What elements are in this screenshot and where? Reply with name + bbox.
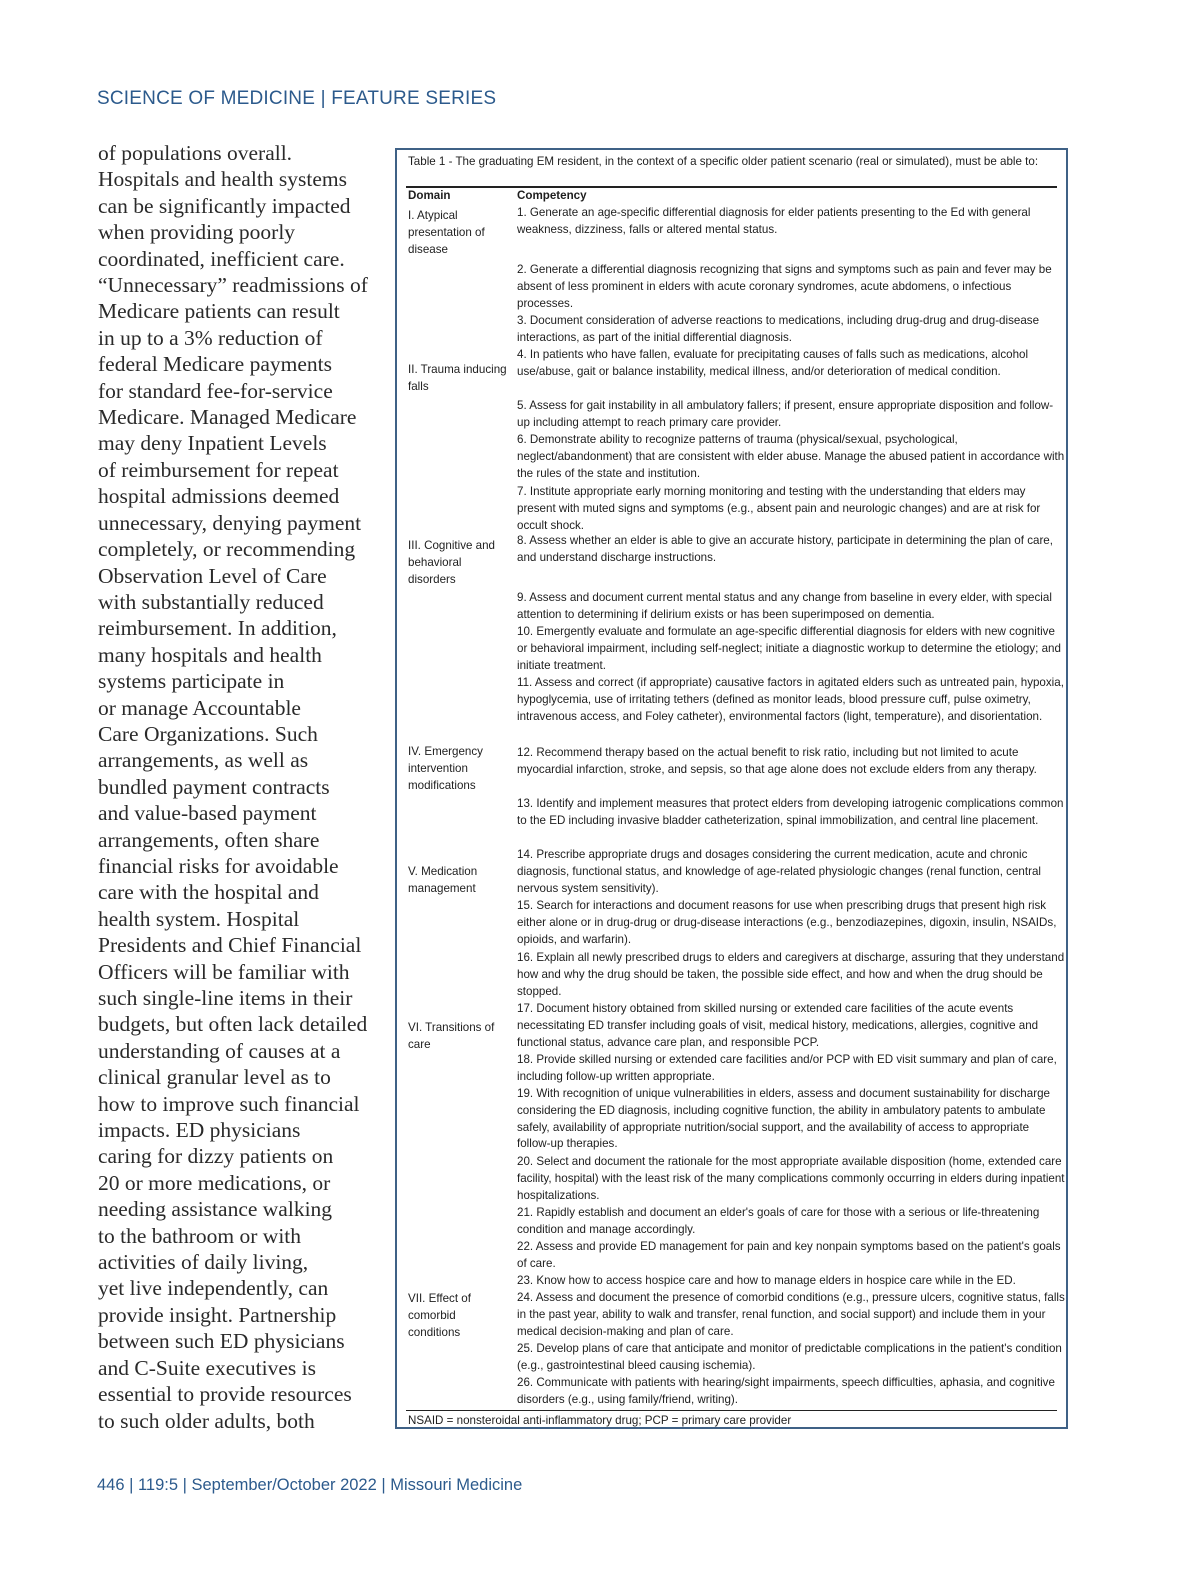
competency-cell: 7. Institute appropriate early morning monitoring and testing with the understanding that elders may present with muted signs and symptoms (e.g., absent pain and neurologic changes) and are at risk for occult shock.	[517, 485, 1041, 532]
body-text-line: Medicare patients can result	[98, 299, 340, 324]
body-text-line: arrangements, as well as	[98, 748, 309, 773]
domain-cell: IV. Emergency intervention modifications	[408, 745, 483, 792]
competency-cell: 21. Rapidly establish and document an elder's goals of care for those with a serious or life-threatening condition and manage accordingly.	[517, 1206, 1040, 1236]
table-footnote: NSAID = nonsteroidal anti-inflammatory drug; PCP = primary care provider	[408, 1414, 792, 1427]
competency-cell: 25. Develop plans of care that anticipate and monitor of predictable complications in the patient's condition (e.g., gastrointestinal bleed causing ischemia).	[517, 1342, 1062, 1372]
competency-cell: 13. Identify and implement measures that protect elders from developing iatrogenic complications common to the ED including invasive bladder catheterization, spinal immobilization, and central line placement.	[517, 797, 1064, 827]
body-text-line: Officers will be familiar with	[98, 959, 350, 984]
body-text-line: reimbursement. In addition,	[98, 616, 337, 641]
domain-cell: III. Cognitive and behavioral disorders	[408, 539, 496, 586]
body-text-line: many hospitals and health	[98, 642, 322, 667]
body-text-line: when providing poorly	[98, 220, 296, 245]
domain-cell: V. Medication management	[408, 865, 478, 895]
body-text-line: health system. Hospital	[98, 906, 300, 931]
body-text-line: provide insight. Partnership	[98, 1302, 337, 1327]
body-text-line: activities of daily living,	[98, 1250, 309, 1275]
body-text-line: impacts. ED physicians	[98, 1118, 301, 1143]
body-text-line: Observation Level of Care	[98, 563, 327, 588]
body-text-line: and C-Suite executives is	[98, 1355, 316, 1380]
body-text-line: between such ED physicians	[98, 1329, 345, 1354]
body-text-line: yet live independently, can	[98, 1276, 329, 1301]
body-text-line: hospital admissions deemed	[98, 484, 340, 509]
competency-cell: 3. Document consideration of adverse reactions to medications, including drug-drug and drug-disease interactions, as part of the initial differential diagnosis.	[517, 314, 1040, 344]
body-text-line: such single-line items in their	[98, 986, 353, 1010]
body-text-line: may deny Inpatient Levels	[98, 431, 327, 456]
domain-cell: II. Trauma inducing falls	[408, 363, 507, 393]
body-text-line: or manage Accountable	[98, 695, 301, 720]
body-text-line: and value-based payment	[98, 801, 317, 826]
body-text-line: caring for dizzy patients on	[98, 1144, 334, 1169]
competency-cell: 12. Recommend therapy based on the actual benefit to risk ratio, including but not limited to acute myocardial infarction, stroke, and sepsis, so that age alone does not exclude elders from any therapy.	[517, 746, 1037, 776]
body-text-line: “Unnecessary” readmissions of	[98, 273, 368, 298]
competency-table	[395, 148, 1068, 1429]
competency-cell: 20. Select and document the rationale for the most appropriate available disposition (home, extended care facility, hospital) with the least risk of the many complications commonly occurring in elders during inpatient hospitalizations.	[517, 1155, 1065, 1202]
body-text-line: of reimbursement for repeat	[98, 457, 339, 482]
competency-cell: 4. In patients who have fallen, evaluate for precipitating causes of falls such as medications, alcohol use/abuse, gait or balance instability, medical illness, and/or deterioration of medical condition.	[517, 348, 1029, 378]
body-text-line: Medicare. Managed Medicare	[98, 405, 357, 430]
body-text-line: can be significantly impacted	[98, 193, 351, 218]
domain-cell: I. Atypical presentation of disease	[408, 209, 485, 256]
body-text-line: budgets, but often lack detailed	[98, 1012, 368, 1037]
body-text-line: arrangements, often share	[98, 827, 320, 852]
column-header-competency: Competency	[517, 189, 587, 202]
column-header-domain: Domain	[408, 189, 451, 202]
body-text-line: coordinated, inefficient care.	[98, 246, 345, 271]
competency-cell: 17. Document history obtained from skilled nursing or extended care facilities of the acute events necessitating ED transfer including goals of visit, medical history, medications, allergies, cognitive and functional status, advance care plan, and responsible PCP.	[517, 1002, 1039, 1049]
domain-cell: VII. Effect of comorbid conditions	[408, 1292, 471, 1339]
body-text-line: unnecessary, denying payment	[98, 510, 362, 535]
competency-cell: 11. Assess and correct (if appropriate) causative factors in agitated elders such as untreated pain, hypoxia, hypoglycemia, use of irritating tethers (defined as monitor leads, blood pressure cuff, pulse oximetry, intravenous access, and Foley catheter), environmental factors (light, temperature), and disorientation.	[517, 676, 1064, 723]
competency-cell: 6. Demonstrate ability to recognize patterns of trauma (physical/sexual, psychological, neglect/abandonment) that are consistent with elder abuse. Manage the abused patient in accordance with the rules of the state and institution.	[517, 433, 1065, 480]
table-header-rule	[406, 186, 1057, 188]
competency-cell: 1. Generate an age-specific differential diagnosis for elder patients presenting to the Ed with general weakness, dizziness, falls or altered mental status.	[517, 206, 1031, 236]
competency-cell: 5. Assess for gait instability in all ambulatory fallers; if present, ensure appropriate disposition and follow-up including attempt to reach primary care provider.	[517, 399, 1054, 429]
competency-cell: 26. Communicate with patients with hearing/sight impairments, speech difficulties, aphasia, and cognitive disorders (e.g., using family/friend, writing).	[517, 1376, 1055, 1406]
competency-cell: 23. Know how to access hospice care and how to manage elders in hospice care while in the ED.	[517, 1274, 1016, 1287]
competency-cell: 2. Generate a differential diagnosis recognizing that signs and symptoms such as pain and fever may be absent of less prominent in elders with acute coronary syndromes, acute abdomens, o infectious processes.	[517, 263, 1052, 310]
body-text-line: care with the hospital and	[98, 880, 319, 905]
body-text-line: with substantially reduced	[98, 589, 324, 614]
running-header: SCIENCE OF MEDICINE | FEATURE SERIES	[97, 88, 497, 109]
competency-cell: 16. Explain all newly prescribed drugs to elders and caregivers at discharge, assuring that they understand how and why the drug should be taken, the possible side effect, and how and when the drug should be stopped.	[517, 951, 1065, 998]
body-text-column	[98, 140, 383, 1434]
body-text-line: understanding of causes at a	[98, 1038, 341, 1063]
page-footer: 446 | 119:5 | September/October 2022 | Missouri Medicine	[97, 1476, 523, 1494]
competency-cell: 10. Emergently evaluate and formulate an age-specific differential diagnosis for elders with new cognitive or behavioral impairment, including self-neglect; initiate a diagnostic workup to determine the etiology; and initiate treatment.	[517, 625, 1061, 672]
body-text-line: 20 or more medications, or	[98, 1170, 331, 1195]
body-text-line: federal Medicare payments	[98, 352, 332, 377]
body-text-line: Presidents and Chief Financial	[98, 933, 362, 958]
body-text-line: financial risks for avoidable	[98, 853, 339, 878]
body-text-line: in up to a 3% reduction of	[98, 325, 323, 350]
body-text-line: bundled payment contracts	[98, 774, 330, 799]
body-text-line: Care Organizations. Such	[98, 721, 318, 746]
competency-cell: 9. Assess and document current mental status and any change from baseline in every elder, with special attention to determining if delirium exists or has been superimposed on dementia.	[517, 591, 1052, 621]
competency-cell: 8. Assess whether an elder is able to give an accurate history, participate in determining the plan of care, and understand discharge instructions.	[517, 534, 1053, 564]
body-text-line: clinical granular level as to	[98, 1065, 331, 1090]
competency-cell: 18. Provide skilled nursing or extended care facilities and/or PCP with ED visit summary and plan of care, including follow-up written appropriate.	[517, 1053, 1057, 1083]
body-text-line: how to improve such financial	[98, 1091, 360, 1116]
body-text-line: to the bathroom or with	[98, 1223, 302, 1248]
table-caption: Table 1 - The graduating EM resident, in the context of a specific older patient scenario (real or simulated), must be able to:	[408, 155, 1039, 168]
body-text-line: of populations overall.	[98, 141, 293, 165]
domain-cell: VI. Transitions of care	[408, 1021, 495, 1051]
competency-cell: 19. With recognition of unique vulnerabilities in elders, assess and document sustainability for discharge considering the ED diagnosis, including cognitive function, the ability in ambulatory patents to ambulate safely, availability of appropriate nutrition/social support, and the availability of access to appropriate follow-up therapies.	[517, 1087, 1050, 1151]
body-text-line: systems participate in	[98, 669, 285, 694]
body-text-line: needing assistance walking	[98, 1197, 333, 1222]
body-text-line: completely, or recommending	[98, 537, 356, 562]
body-text-line: to such older adults, both	[98, 1408, 315, 1433]
body-text-line: Hospitals and health systems	[98, 167, 348, 192]
competency-cell: 15. Search for interactions and document reasons for use when prescribing drugs that present high risk either alone or in drug-drug or drug-disease interactions (e.g., benzodiazepines, digoxin, insulin, NSAIDs, opioids, and warfarin).	[517, 899, 1057, 946]
table-footer-rule	[406, 1410, 1057, 1411]
competency-cell: 24. Assess and document the presence of comorbid conditions (e.g., pressure ulcers, cognitive status, falls in the past year, ability to walk and transfer, renal function, and social support) and include them in your medical decision-making and plan of care.	[517, 1291, 1065, 1338]
competency-cell: 22. Assess and provide ED management for pain and key nonpain symptoms based on the patient's goals of care.	[517, 1240, 1061, 1270]
body-text-line: essential to provide resources	[98, 1382, 352, 1407]
body-text-line: for standard fee-for-service	[98, 378, 333, 403]
competency-cell: 14. Prescribe appropriate drugs and dosages considering the current medication, acute and chronic diagnosis, functional status, and knowledge of age-related physiologic changes (renal function, central nervous system sensitivity).	[517, 848, 1041, 895]
